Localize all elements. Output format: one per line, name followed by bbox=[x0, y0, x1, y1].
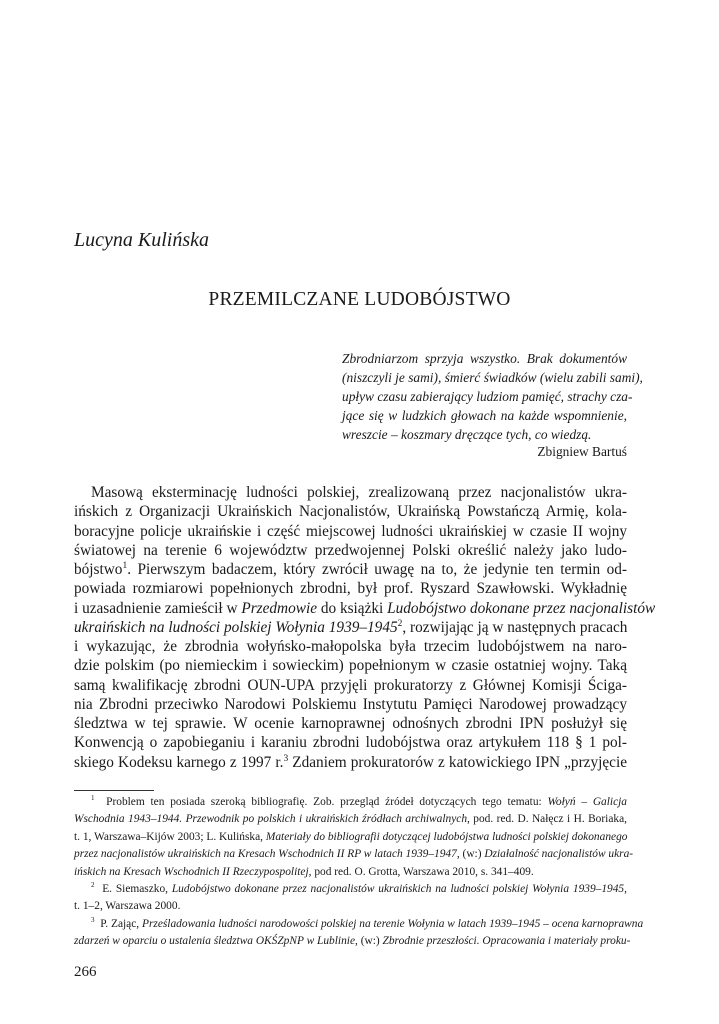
body-line: boracyjne policje ukraińskie i część miejscowej ludności ukraińskiej w czasie II wojny bbox=[74, 522, 627, 540]
body-line: dzie polskim (po niemieckim i sowieckim) popełnionym w czasie ostatniej wojny. Taką bbox=[74, 657, 627, 675]
footnote-italic: Wołyń – Galicja bbox=[547, 796, 627, 808]
body-line: światowej na terenie 6 województw przedwojennej Polski określić należy jako ludo- bbox=[74, 541, 627, 559]
footnote-italic: Materiały do bibliografii dotyczącej ludobójstwa ludności polskiej dokonanego bbox=[265, 830, 628, 843]
body-line: Konwencją o zapobieganiu i karaniu zbrodni ludobójstwa oraz artykułem 118 § 1 pol- bbox=[74, 734, 627, 752]
footnote-text: Problem ten posiada szeroką bibliografię. Zob. przegląd źródeł dotyczących tego tematu: bbox=[106, 796, 548, 808]
footnote-text: , pod. red. D. Nałęcz i H. Boriaka, bbox=[467, 813, 627, 826]
body-text-run: i uzasadnienie zamieścił w bbox=[74, 599, 242, 617]
body-line: powiada rozmiarowi popełnionych zbrodni, był prof. Ryszard Szawłowski. Wykładnię bbox=[74, 580, 627, 598]
italic-title: Przedmowie bbox=[241, 599, 317, 617]
body-text-run: skiego Kodeksu karnego z 1997 r. bbox=[74, 753, 284, 771]
epigraph-line: (niszczyli je sami), śmierć świadków (wielu zabili sami), bbox=[342, 370, 643, 385]
footnote-line bbox=[74, 829, 627, 846]
footnote-ref-1[interactable]: 1 bbox=[122, 560, 128, 571]
epigraph-author: Zbigniew Bartuś bbox=[537, 444, 627, 459]
body-line: śledztwa w tej sprawie. W ocenie karnoprawnej odnośnych zbrodni IPN posłużył się bbox=[74, 715, 627, 732]
footnote-text: , (w:) bbox=[355, 935, 383, 948]
footnotes bbox=[74, 794, 644, 951]
footnote-italic: przez nacjonalistów ukraińskich na Kresach Wschodnich II RP w latach 1939–1947 bbox=[74, 848, 457, 861]
author-name: Lucyna Kulińska bbox=[74, 229, 209, 251]
body-line bbox=[74, 599, 656, 618]
footnote-line bbox=[74, 846, 634, 863]
footnote-number: 3 bbox=[91, 916, 95, 925]
footnote-ref-2[interactable]: 2 bbox=[397, 618, 403, 629]
footnote-ref-3[interactable]: 3 bbox=[283, 753, 289, 764]
footnote-italic: Prześladowania ludności narodowości polskiej na terenie Wołynia w latach 1939–1945 – ocena karnoprawna bbox=[142, 917, 644, 930]
body-text-run: Zdaniem prokuratorów z katowickiego IPN „przyjęcie bbox=[288, 753, 627, 771]
epigraph-line: jące się w ludzkich głowach na każde wspomnienie, bbox=[342, 408, 627, 423]
epigraph-line: Zbrodniarzom sprzyja wszystko. Brak dokumentów bbox=[342, 351, 627, 366]
epigraph bbox=[342, 349, 643, 444]
footnote-text: t. 1, Warszawa–Kijów 2003; L. Kulińska, bbox=[74, 830, 266, 843]
body-line: ińskich z Organizacji Ukraińskich Nacjonalistów, Ukraińską Powstańczą Armię, kola- bbox=[74, 503, 627, 521]
italic-title: ukraińskich na ludności polskiej Wołynia 1939–1945 bbox=[74, 618, 398, 636]
page-number: 266 bbox=[74, 964, 97, 980]
footnote-italic: Zbrodnie przeszłości. Opracowania i materiały proku- bbox=[382, 935, 631, 948]
footnote-line bbox=[74, 794, 627, 811]
footnote-line bbox=[74, 811, 627, 828]
body-text-run: bójstwo bbox=[74, 561, 123, 578]
footnote-line: t. 1–2, Warszawa 2000. bbox=[74, 900, 181, 913]
body-text-run: , rozwijając ją w następnych pracach bbox=[402, 618, 628, 636]
footnote-text: P. Zając, bbox=[100, 917, 142, 930]
body-text-run: do książki bbox=[317, 599, 388, 617]
body-text bbox=[74, 483, 656, 772]
epigraph-line: upływ czasu zabierający ludziom pamięć, strachy cza- bbox=[342, 389, 633, 404]
footnote-number: 1 bbox=[91, 794, 95, 803]
footnote-italic: zdarzeń w oparciu o ustalenia śledztwa OKŚZpNP w Lublinie bbox=[74, 935, 355, 948]
footnote-italic: ińskich na Kresach Wschodnich II Rzeczypospolitej bbox=[74, 865, 309, 878]
body-line: nia Zbrodni przeciwko Narodowi Polskiemu Instytutu Pamięci Narodowej prowadzący bbox=[74, 695, 627, 713]
body-line bbox=[74, 618, 627, 637]
footnote-line bbox=[74, 916, 644, 933]
body-line bbox=[74, 753, 627, 772]
italic-title: Ludobójstwo dokonane przez nacjonalistów bbox=[387, 599, 656, 617]
footnote-number: 2 bbox=[91, 881, 95, 890]
footnote-line bbox=[74, 933, 631, 950]
body-line: Masową eksterminację ludności polskiej, zrealizowaną przez nacjonalistów ukra- bbox=[91, 484, 627, 501]
body-text-run: . Pierwszym badaczem, który zwrócił uwagę na to, że jedynie ten termin od- bbox=[127, 561, 627, 578]
footnote-italic: Ludobójstwo dokonane przez nacjonalistów ukraińskich na ludności polskiej Wołynia 1939–1945 bbox=[171, 883, 625, 896]
footnote-italic: Działalność nacjonalistów ukra- bbox=[484, 848, 634, 861]
body-line: samą kwalifikację zbrodni OUN-UPA przyjęli prokuratorzy z Głównej Komisji Ściga- bbox=[74, 676, 627, 694]
footnote-text: , (w:) bbox=[456, 848, 485, 861]
footnote-text: , bbox=[624, 883, 627, 896]
footnote-line bbox=[74, 864, 627, 881]
footnote-text: , pod red. O. Grotta, Warszawa 2010, s. 341–409. bbox=[308, 865, 534, 878]
epigraph-line: wreszcie – koszmary dręczące tych, co wiedzą. bbox=[342, 427, 592, 442]
body-line: i wykazując, że zbrodnia wołyńsko-małopolska była trzecim ludobójstwem na naro- bbox=[74, 638, 627, 655]
article-title: PRZEMILCZANE LUDOBÓJSTWO bbox=[208, 289, 511, 310]
body-line bbox=[74, 560, 627, 579]
footnote-text: E. Siemaszko, bbox=[102, 883, 172, 896]
footnote-separator bbox=[74, 790, 154, 791]
footnote-italic: Wschodnia 1943–1944. Przewodnik po polskich i ukraińskich źródłach archiwalnych bbox=[74, 813, 468, 826]
footnote-line bbox=[74, 881, 627, 898]
